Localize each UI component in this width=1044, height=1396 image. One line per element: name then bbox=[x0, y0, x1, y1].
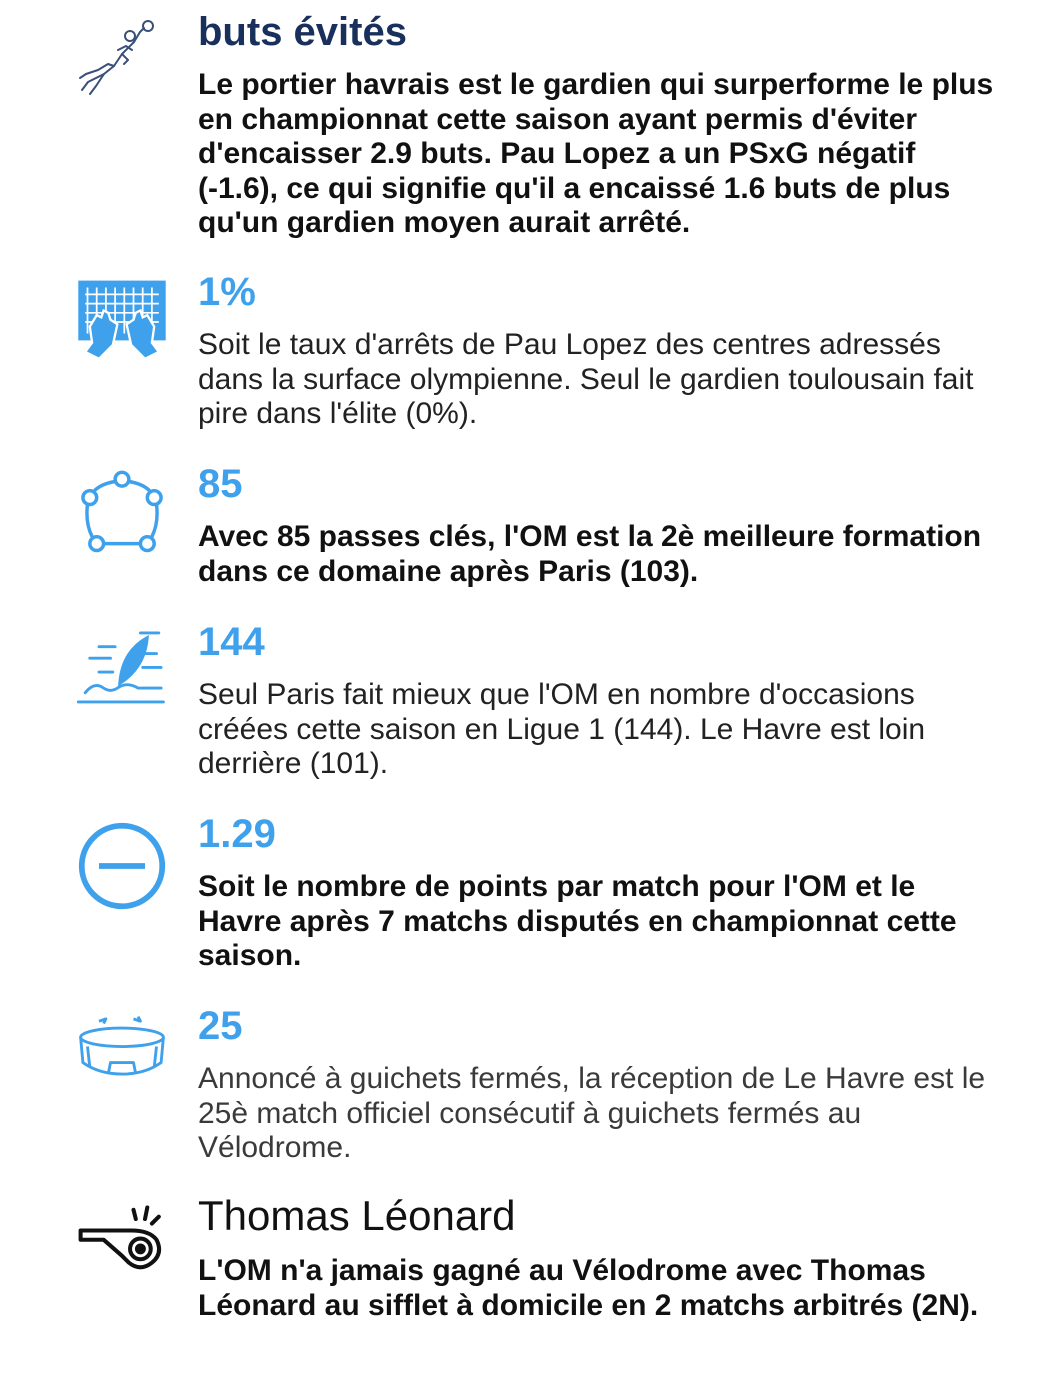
stat-text: Annoncé à guichets fermés, la réception de Le Havre est le 25è match officiel consécutif à guichets fermés au Vélodrome. bbox=[198, 1062, 986, 1164]
stat-text: Seul Paris fait mieux que l'OM en nombre d'occasions créées cette saison en Ligue 1 (144). Le Havre est loin derrière (101). bbox=[198, 678, 926, 780]
stat-text: Avec 85 passes clés, l'OM est la 2è meilleure formation dans ce domaine après Paris (103). bbox=[198, 520, 982, 588]
referee-whistle-icon bbox=[76, 1196, 168, 1288]
stat-heading: 25 bbox=[198, 1004, 243, 1048]
stat-heading: Thomas Léonard bbox=[198, 1192, 516, 1239]
stadium-icon bbox=[76, 1012, 168, 1104]
goalkeeper-dive-icon bbox=[74, 14, 166, 106]
passing-network-icon bbox=[76, 470, 168, 562]
stat-text: Soit le taux d'arrêts de Pau Lopez des centres adressés dans la surface olympienne. Seul le gardien toulousain fait pire dans l'élite (0%). bbox=[198, 328, 974, 430]
stat-text: L'OM n'a jamais gagné au Vélodrome avec Thomas Léonard au sifflet à domicile en 2 matchs arbitrés (2N). bbox=[198, 1254, 979, 1322]
ball-kick-icon bbox=[76, 626, 168, 718]
stat-heading: 144 bbox=[198, 620, 265, 664]
stat-heading: 85 bbox=[198, 462, 243, 506]
stat-text: Le portier havrais est le gardien qui surperforme le plus en championnat cette saison ayant permis d'éviter d'encaisser 2.9 buts. Pau Lopez a un PSxG négatif (-1.6), ce qui signifie qu'il a encaissé 1.6 buts de plus qu'un gardien moyen aurait arrêté. bbox=[198, 68, 994, 239]
stat-heading: 1% bbox=[198, 270, 256, 314]
stat-heading: buts évités bbox=[198, 10, 407, 54]
stat-heading: 1.29 bbox=[198, 812, 276, 856]
goalkeeper-gloves-net-icon bbox=[76, 276, 168, 368]
minus-circle-icon bbox=[76, 820, 168, 912]
stat-text: Soit le nombre de points par match pour l'OM et le Havre après 7 matchs disputés en championnat cette saison. bbox=[198, 870, 957, 972]
